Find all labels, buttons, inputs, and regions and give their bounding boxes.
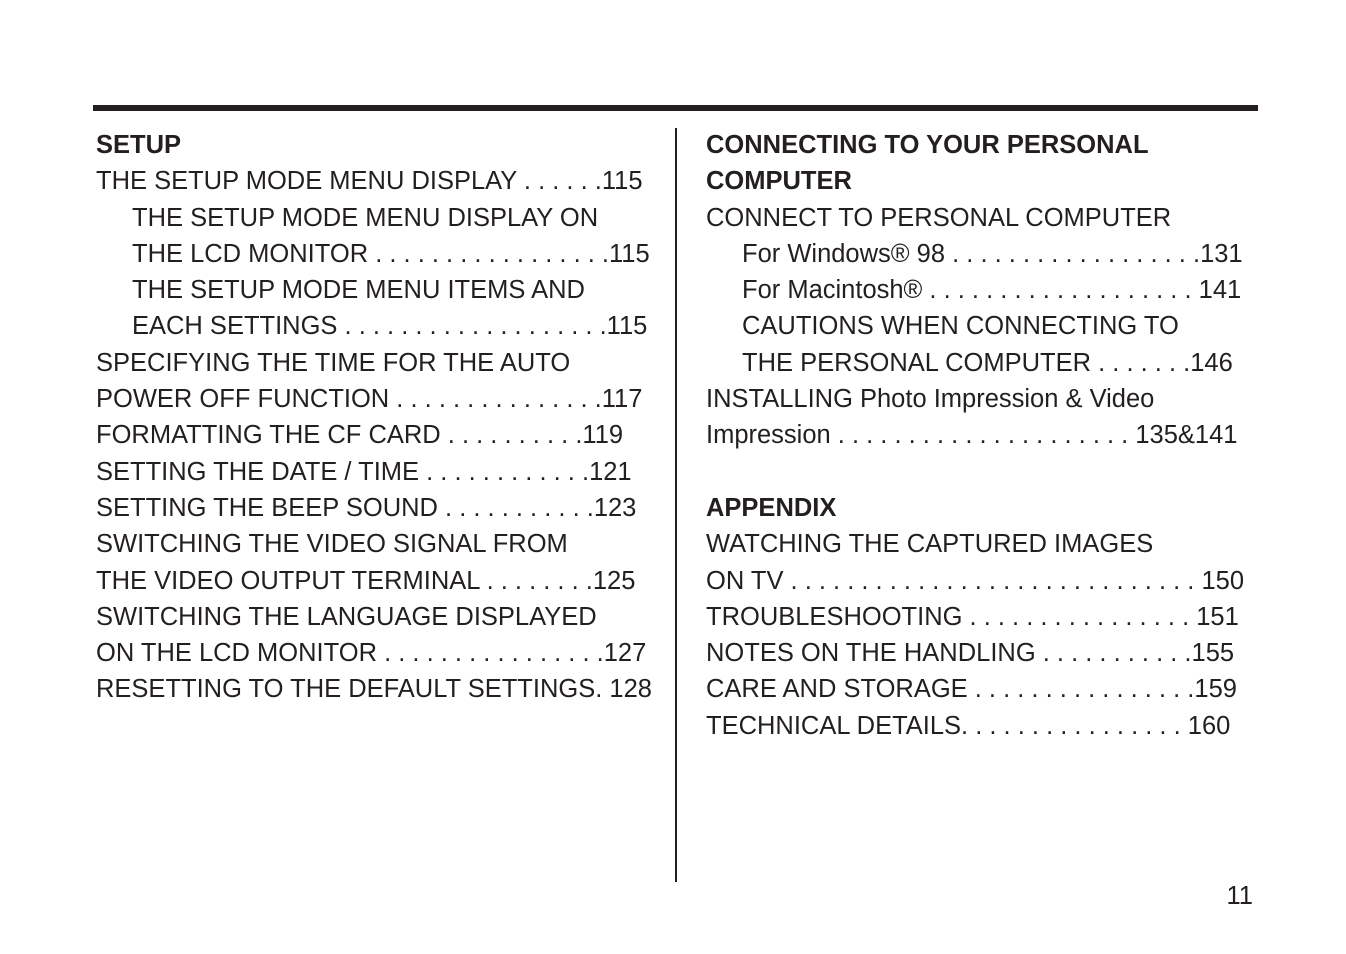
toc-line: THE LCD MONITOR . . . . . . . . . . . . . . . . .115 [132, 239, 650, 268]
toc-line: TROUBLESHOOTING . . . . . . . . . . . . . . . . 151 [706, 602, 1239, 631]
toc-line: For Macintosh® . . . . . . . . . . . . . . . . . . . 141 [742, 276, 1242, 305]
toc-line: THE SETUP MODE MENU DISPLAY ON [132, 203, 599, 232]
toc-line: EACH SETTINGS . . . . . . . . . . . . . . . . . . .115 [132, 312, 648, 341]
column-divider [675, 128, 677, 882]
toc-right-column [706, 127, 1249, 744]
toc-line: CAUTIONS WHEN CONNECTING TO [742, 312, 1179, 341]
toc-line: FORMATTING THE CF CARD . . . . . . . . . .119 [96, 421, 624, 450]
toc-line: SETTING THE BEEP SOUND . . . . . . . . . . .123 [96, 493, 637, 522]
toc-line: THE VIDEO OUTPUT TERMINAL . . . . . . . .125 [96, 566, 636, 595]
toc-line: SPECIFYING THE TIME FOR THE AUTO [96, 348, 571, 377]
toc-left-column [96, 127, 654, 708]
toc-line: RESETTING TO THE DEFAULT SETTINGS. 128 [96, 675, 652, 704]
toc-line: INSTALLING Photo Impression & Video [706, 385, 1155, 414]
toc-line: TECHNICAL DETAILS. . . . . . . . . . . . . . . . 160 [706, 711, 1231, 740]
toc-line: ON TV . . . . . . . . . . . . . . . . . . . . . . . . . . . . . 150 [706, 566, 1245, 595]
toc-line: SWITCHING THE LANGUAGE DISPLAYED [96, 602, 597, 631]
top-rule [93, 105, 1258, 111]
toc-line: THE PERSONAL COMPUTER . . . . . . .146 [742, 348, 1233, 377]
toc-line: APPENDIX [706, 493, 837, 522]
toc-line: CONNECT TO PERSONAL COMPUTER [706, 203, 1172, 232]
toc-line: THE SETUP MODE MENU DISPLAY . . . . . .115 [96, 167, 643, 196]
page-number: 11 [1226, 882, 1253, 910]
toc-line: NOTES ON THE HANDLING . . . . . . . . . . .155 [706, 639, 1235, 668]
toc-line: COMPUTER [706, 167, 852, 196]
toc-line: ON THE LCD MONITOR . . . . . . . . . . . . . . . .127 [96, 639, 647, 668]
toc-line: POWER OFF FUNCTION . . . . . . . . . . . . . . .117 [96, 385, 643, 414]
toc-line: SETTING THE DATE / TIME . . . . . . . . . . . .121 [96, 457, 632, 486]
toc-line: For Windows® 98 . . . . . . . . . . . . . . . . . .131 [742, 239, 1243, 268]
toc-line: SWITCHING THE VIDEO SIGNAL FROM [96, 530, 568, 559]
toc-line: CONNECTING TO YOUR PERSONAL [706, 131, 1149, 159]
toc-line: THE SETUP MODE MENU ITEMS AND [132, 276, 585, 305]
toc-line: SETUP [96, 131, 182, 159]
toc-line: CARE AND STORAGE . . . . . . . . . . . . . . . .159 [706, 675, 1237, 704]
toc-line [706, 454, 1249, 490]
toc-line: Impression . . . . . . . . . . . . . . . . . . . . . 135&141 [706, 421, 1238, 450]
toc-line: WATCHING THE CAPTURED IMAGES [706, 530, 1154, 559]
